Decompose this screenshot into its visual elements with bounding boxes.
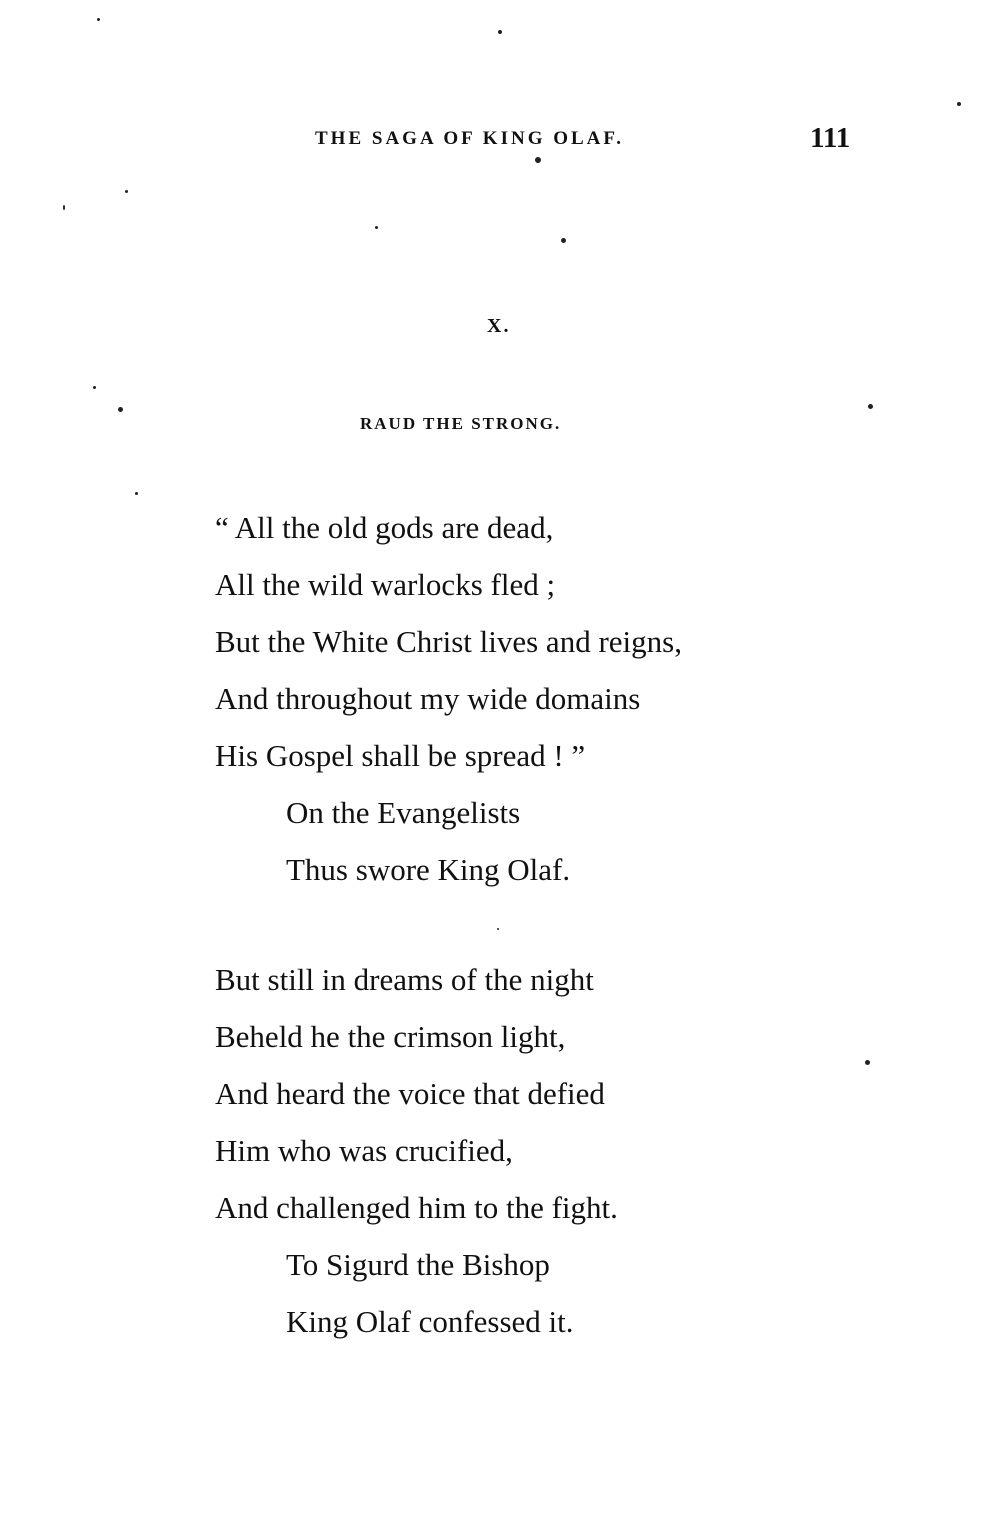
verse-line: Him who was crucified, — [215, 1133, 513, 1168]
scan-speck — [561, 238, 566, 243]
scan-speck — [93, 386, 96, 389]
verse-line: And heard the voice that defied — [215, 1076, 605, 1111]
scan-speck — [497, 928, 499, 930]
stanza-1 — [215, 499, 682, 898]
scan-speck — [375, 226, 378, 229]
verse-line-indented: To Sigurd the Bishop — [286, 1247, 550, 1282]
section-number: X. — [487, 315, 511, 337]
verse-line: All the wild warlocks fled ; — [215, 567, 556, 602]
verse-line-indented: On the Evangelists — [286, 795, 521, 830]
running-title: THE SAGA OF KING OLAF. — [315, 128, 625, 149]
verse-line: But still in dreams of the night — [215, 962, 594, 997]
verse-line: Beheld he the crimson light, — [215, 1019, 566, 1054]
verse-line-indented: Thus swore King Olaf. — [286, 852, 571, 887]
page-number: 111 — [810, 122, 851, 154]
section-title: RAUD THE STRONG. — [360, 414, 562, 433]
scan-speck — [63, 205, 65, 210]
verse-line: And throughout my wide domains — [215, 681, 641, 716]
scan-speck — [135, 492, 138, 495]
stanza-2 — [215, 951, 618, 1350]
scan-speck — [498, 30, 502, 34]
scan-speck — [535, 157, 541, 163]
scan-speck — [125, 190, 128, 193]
verse-line: His Gospel shall be spread ! ” — [215, 738, 586, 773]
verse-line-indented: King Olaf confessed it. — [286, 1304, 574, 1339]
verse-line: “ All the old gods are dead, — [215, 510, 554, 545]
verse-line: And challenged him to the fight. — [215, 1190, 618, 1225]
scan-speck — [865, 1060, 870, 1065]
scan-speck — [118, 407, 123, 412]
scan-speck — [97, 18, 100, 21]
scan-speck — [957, 102, 961, 106]
verse-line: But the White Christ lives and reigns, — [215, 624, 682, 659]
scan-speck — [868, 404, 873, 409]
